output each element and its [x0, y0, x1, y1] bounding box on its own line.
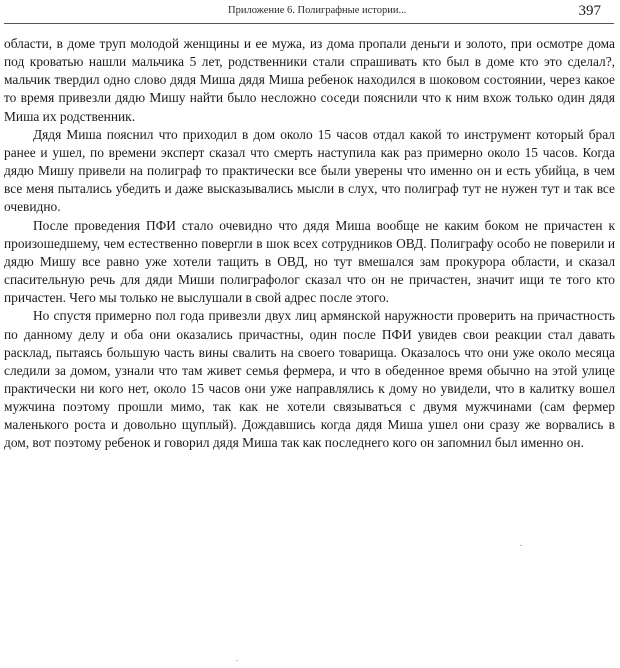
- paragraph-2: Дядя Миша пояснил что приходил в дом около 15 часов отдал какой то инструмент который брал ранее и ушел, по времени эксперт сказал что смерть наступила как раз примерно около 15 часов. Когда дядю Мишу привели на полиграф то практически все были уверены что именно он и есть убийца, в чем все меня пытались убедить и даже высказывались мысли в слух, что полиграф тут не нужен тут и так все очевидно.: [4, 126, 615, 215]
- paragraph-1: области, в доме труп молодой женщины и ее мужа, из дома пропали деньги и золото, при осмотре дома под кроватью нашли мальчика 5 лет, родственники стали спрашивать кто был в доме кто это сделал?, мальчик твердил одно слово дядя Миша дядя Миша ребенок находился в шоковом состоянии, через какое то время привезли дядю Мишу найти было несложно соседи пояснили что к ним вхож только один дядя Миша их родственник.: [4, 36, 615, 124]
- running-title: Приложение 6. Полиграфные истории...: [228, 5, 407, 16]
- scan-speck: [520, 545, 522, 546]
- header-rule: [4, 23, 614, 24]
- paragraph-3: После проведения ПФИ стало очевидно что дядя Миша вообще не каким боком не причастен к произошедшему, чем естественно повергли в шок всех сотрудников ОВД. Полиграфу особо не поверили и дядю Мишу все равно уже хотели тащить в ОВД, но тут вмешался зам прокурора области, и сказал спасительную речь для дяди Миши полиграфолог сказал что он не причастен, значит ищи те того кто причастен. Чего мы только не выслушали в свой адрес после этого.: [4, 217, 615, 306]
- scan-speck: [236, 660, 238, 661]
- paragraph-4: Но спустя примерно пол года привезли двух лиц армянской наружности проверить на причастность по данному делу и оба они оказались причастны, один после ПФИ увидев свои реакции стал давать расклад, пытаясь большую часть вины свалить на своего товарища. Оказалось что они уже около месяца следили за домом, узнали что там живет семья фермера, и что в обеденное время обычно на этой улице практически ни кого нет, около 15 часов они уже направлялись к дому но увидели, что в калитку вошел мужчина поэтому прошли мимо, так как не хотели связываться с двумя мужчинами (сам фермер маленького роста и довольно щуплый). Дождавшись когда дядя Миша ушел они сразу же ворвались в дом, вот поэтому ребенок и говорил дядя Миша так как последнего кого он запомнил был именно он.: [4, 308, 615, 451]
- page-header: [0, 0, 620, 26]
- page-number: 397: [578, 3, 601, 19]
- body-text: [4, 35, 615, 453]
